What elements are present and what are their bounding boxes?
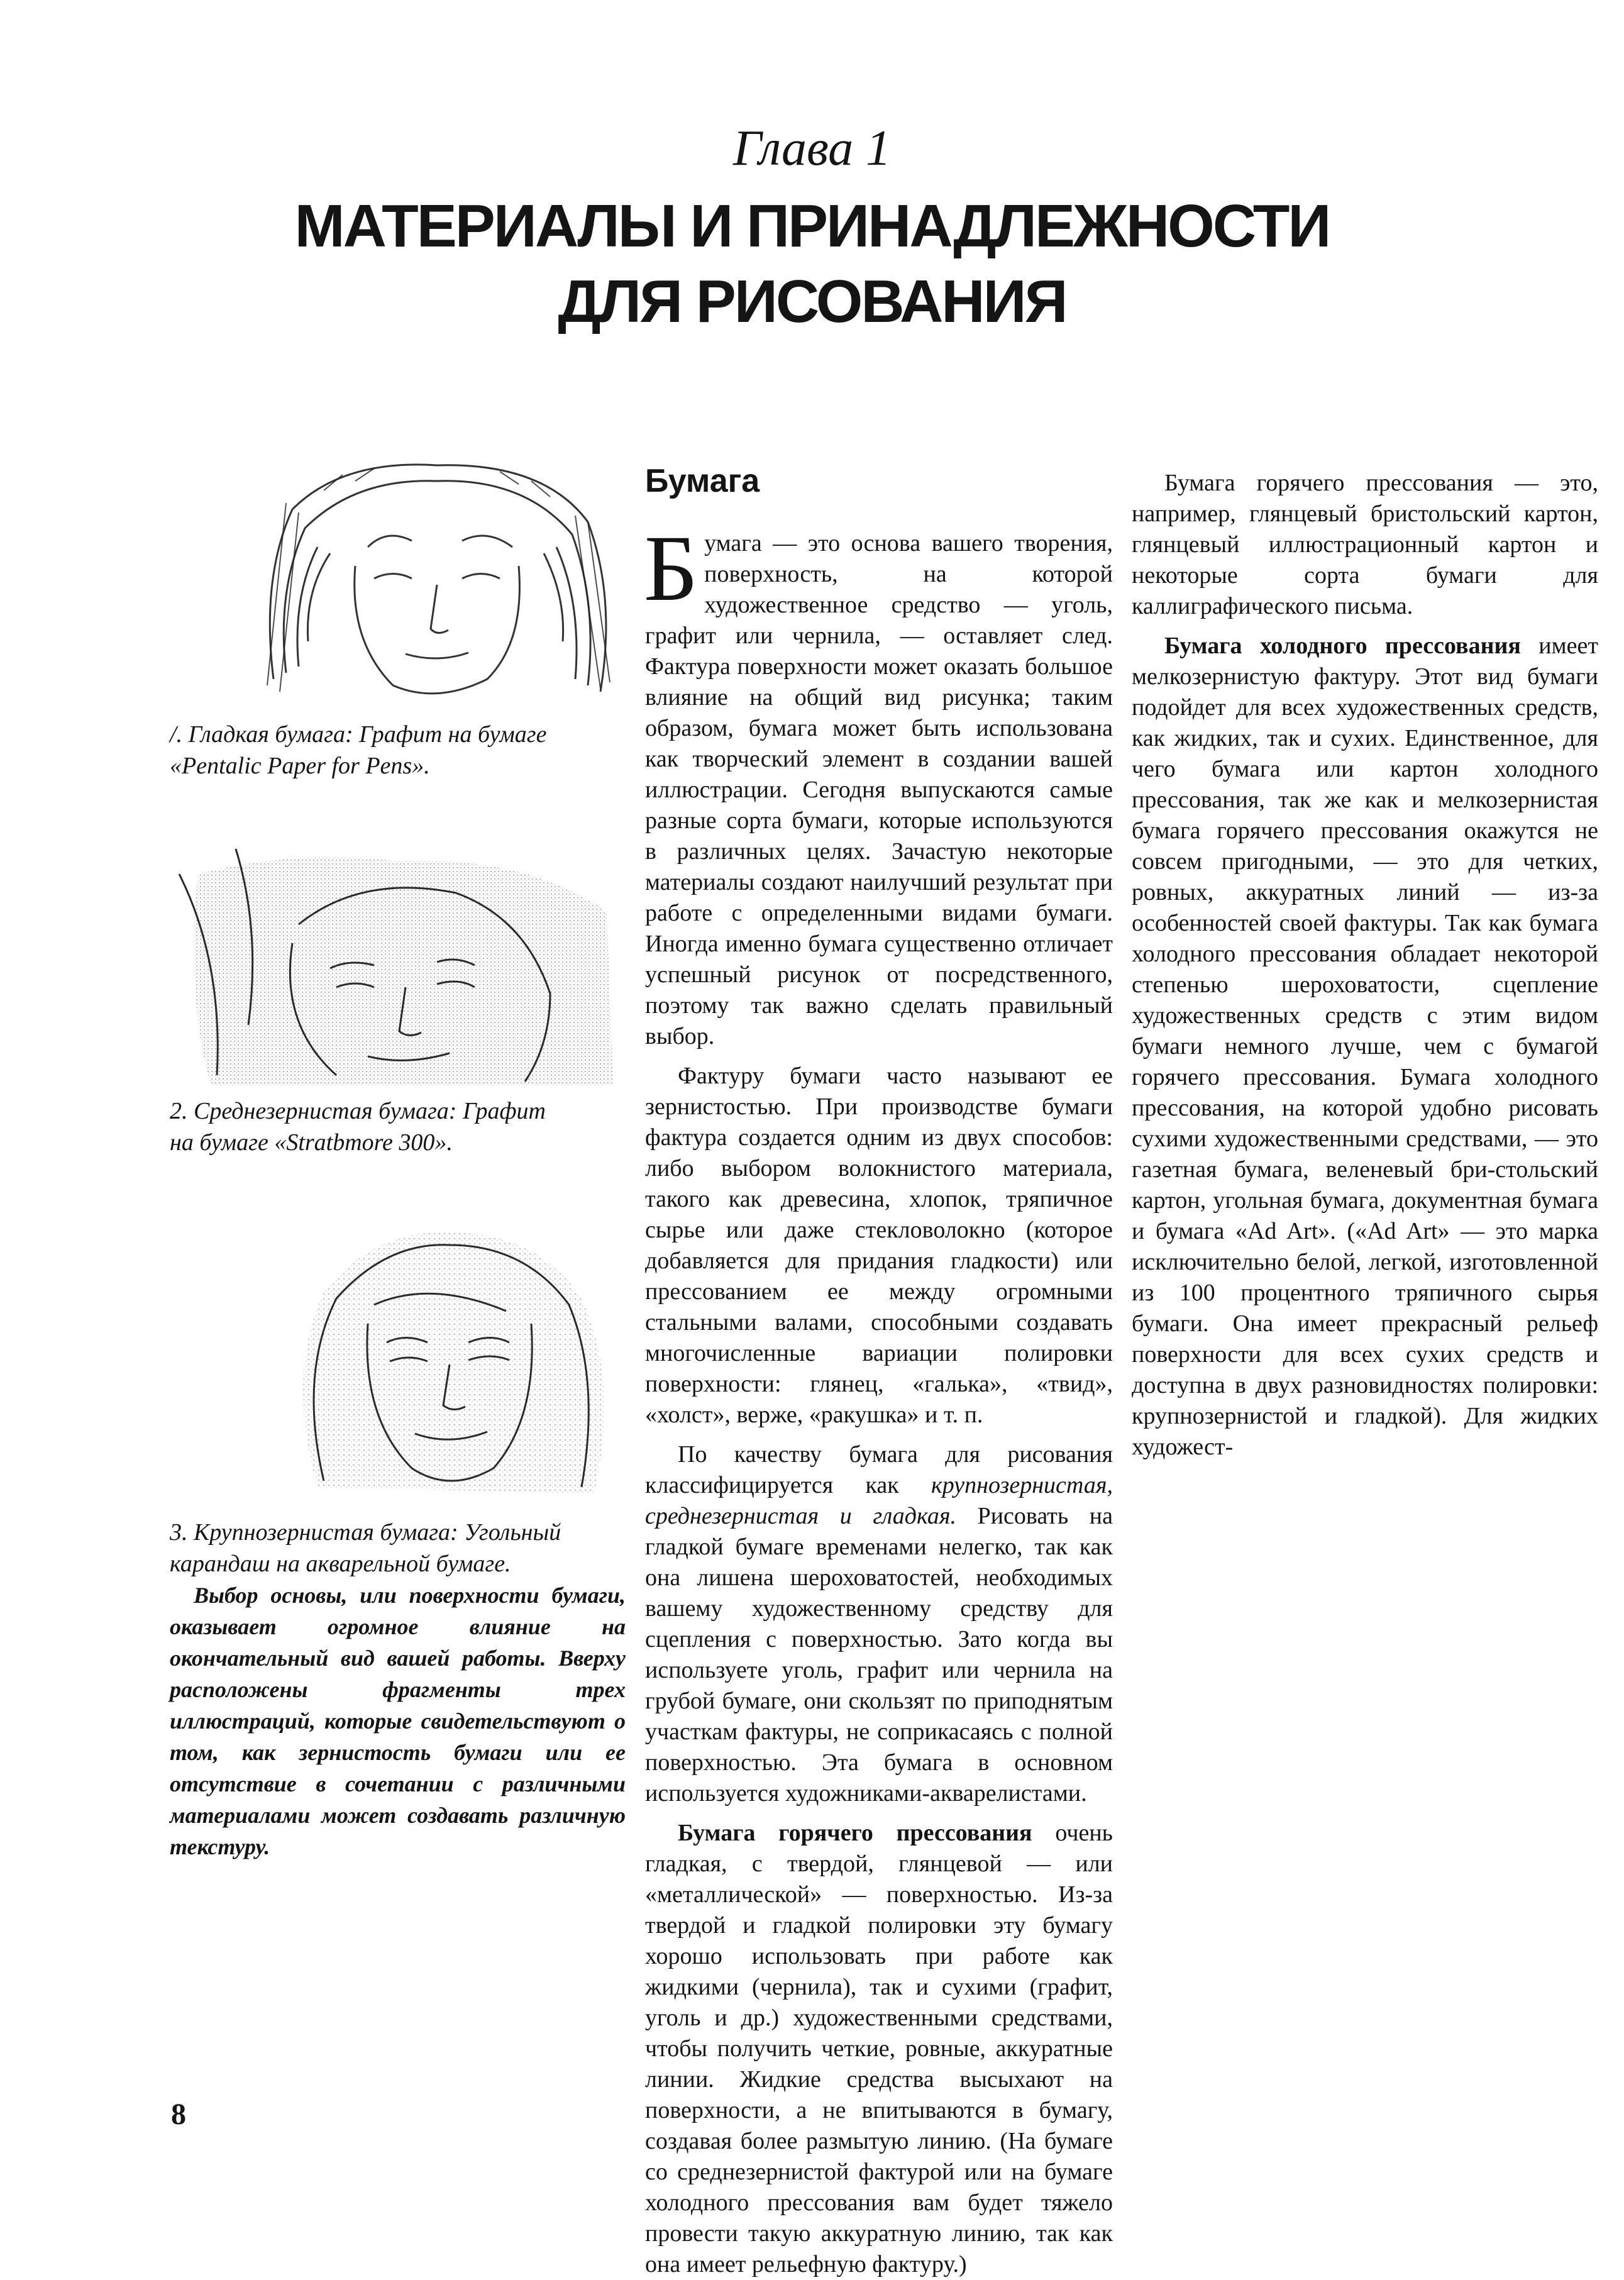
caption-2 [170,1095,626,1158]
article-paragraph-5: Бумага горячего прессования — это, например, глянцевый бристольский картон, глянцевый иллюстрационный картон и некоторые сорта бумаги для каллиграфического письма. [1132,470,1598,619]
article-column-2 [1132,459,1598,1463]
sidebar-note [170,1580,626,1862]
hot-press-term: Бумага горячего прессования [678,1820,1032,1846]
article-paragraph-6-text: имеет мелкозернистую фактуру. Этот вид бумаги подойдет для всех художественных средств, как жидких, так и сухих. Единственное, для чего бумага или картон холодного прессования, так же как и мелкозернистая бумага горячего прессования окажутся не совсем пригодными, — это для четких, ровных, аккуратных линий — из-за особенностей своей фактуры. Так как бумага холодного прессования обладает некоторой степенью шероховатости, сцепление художественных средств с этим видом бумаги немного лучше, чем с бумагой горячего прессования. Бумага холодного прессования, на которой удобно рисовать сухими художественными средствами, — это газетная бумага, веленевый бри-стольский картон, угольная бумага, документная бумага и бумага «Ad Art». («Ad Art» — это марка исключительно белой, легкой, изготовленной из 100 процентного тряпичного сырья бумаги. Она имеет прекрасный рельеф поверхности для всех сухих средств и доступна в двух разновидностях полировки: крупнозернистой и гладкой). Для жидких художест- [1132,633,1598,1460]
caption-1-line-2: «Pentalic Paper for Pens». [170,753,430,779]
illustration-coarse-grain-paper [267,1217,626,1503]
portrait-sketch-2 [173,836,626,1085]
caption-2-line-1: 2. Среднезернистая бумага: Графит [170,1098,546,1124]
caption-1 [170,719,626,782]
chapter-label: Глава 1 [732,121,892,176]
chapter-title-line-1: МАТЕРИАЛЫ И ПРИНАДЛЕЖНОСТИ [294,192,1330,260]
article-paragraph-4-text: очень гладкая, с твердой, глянцевой — или «металлической» — поверхностью. Из-за твердой и гладкой полировки эту бумагу хорошо использовать при работе как жидкими (чернила), так и сухими (графит, уголь и др.) художественными средствами, чтобы получить четкие, ровные, аккуратные линии. Жидкие средства высыхают на поверхности, а не впитываются в бумагу, создавая более размытую линию. (На бумаге со среднезернистой фактурой или на бумаге холодного прессования вам будет тяжело провести такую аккуратную линию, так как она имеет рельефную фактуру.) [645,1820,1113,2277]
illustration-smooth-paper [248,453,626,707]
caption-1-line-1: /. Гладкая бумага: Графит на бумаге [170,721,547,748]
sidebar-note-text: Выбор основы, или поверхности бумаги, оказывает огромное влияние на окончательный вид вашей работы. Вверху расположены фрагменты трех иллюстраций, которые свидетельствуют о том, как зернистость бумаги или ее отсутствие в сочетании с различными материалами может создавать различную текстуру. [170,1583,626,1859]
article-paragraph-3-start: По качеству бумага для рисования классифицируется как [645,1441,1113,1498]
portrait-sketch-1 [248,453,626,707]
article-paragraph-1 [644,516,1113,1052]
article-paragraph-2: Фактуру бумаги часто называют ее зернистостью. При производстве бумаги фактура создается одним из двух способов: либо выбором волокнистого материала, такого как древесина, хлопок, тряпичное сырье или даже стекловолокно (которое добавляется для придания гладкости) или прессованием ее между огромными стальными валами, способными создавать многочисленные вариации полировки поверхности: глянец, «галька», «твид», «холст», верже, «ракушка» и т. п. [645,1063,1113,1428]
illustration-medium-grain-paper [173,836,626,1085]
article-paragraph-3-italic: крупнозернистая, среднезернистая и гладкая. [645,1472,1113,1529]
caption-2-line-2: на бумаге «Stratbmore 300». [170,1129,453,1156]
cold-press-term: Бумага холодного прессования [1164,633,1521,659]
chapter-title-line-2: ДЛЯ РИСОВАНИЯ [558,268,1066,335]
section-heading: Бумага [645,463,760,499]
portrait-sketch-3 [267,1217,626,1503]
article-paragraph-6 [1132,631,1598,1463]
article-paragraph-3-end: Рисовать на гладкой бумаге временами нелегко, так как она лишена шероховатостей, необходимых вашему художественному средству для сцепления с поверхностью. Зато когда вы используете уголь, графит или чернила на грубой бумаге, они скользят по приподнятым участкам фактуры, не соприкасаясь с полной поверхностью. Эта бумага в основном используется художниками-акварелистами. [645,1503,1113,1807]
caption-3-line-1: 3. Крупнозернистая бумага: Угольный [170,1519,561,1546]
article-paragraph-3 [645,1439,1113,1809]
chapter-title [0,189,1624,340]
drop-cap: Б [644,516,699,621]
article-paragraph-4 [645,1818,1113,2280]
caption-3 [170,1517,626,1580]
page-number: 8 [171,2098,186,2131]
article-column-1 [645,459,1113,2280]
article-paragraph-1-text: умага — это основа вашего творения, поверхность, на которой художественное средство — уголь, графит или чернила, — оставляет след. Фактура поверхности может оказать большое влияние на общий вид рисунка; таким образом, бумага может быть использована как творческий элемент в создании вашей иллюстрации. Сегодня выпускаются самые разные сорта бумаги, которые используются в различных целях. Зачастую некоторые материалы создают наилучший результат при работе с определенными видами бумаги. Иногда именно бумага существенно отличает успешный рисунок от посредственного, поэтому так важно сделать правильный выбор. [645,530,1113,1049]
caption-3-line-2: карандаш на акварельной бумаге. [170,1551,511,1577]
